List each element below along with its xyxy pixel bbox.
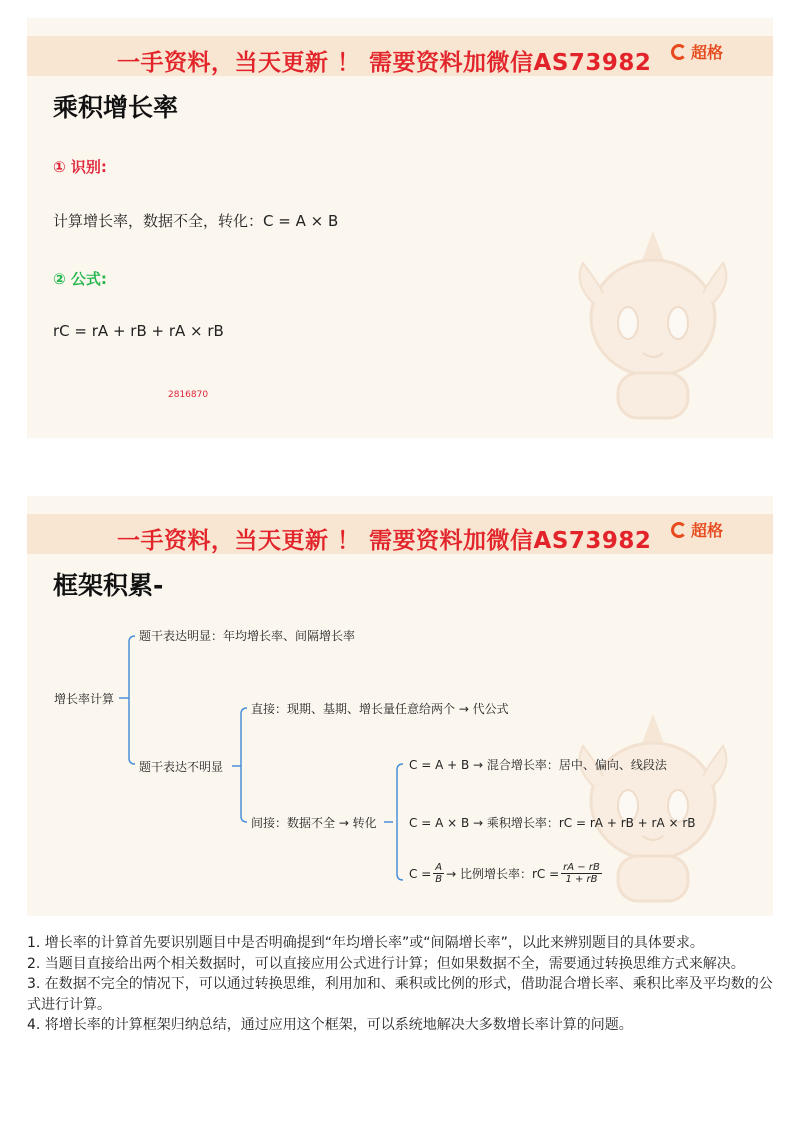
note-item-1: 1. 增长率的计算首先要识别题目中是否明确提到“年均增长率”或“间隔增长率”，以此来辨别题目的具体要求。	[27, 935, 704, 951]
banner-strip	[27, 36, 773, 76]
tree-indirect: 间接：数据不全 → 转化	[251, 816, 377, 830]
brand-logo	[671, 40, 723, 63]
summary-notes	[27, 933, 773, 1036]
fraction-den: B	[435, 874, 443, 885]
brand-name: 超格	[690, 43, 723, 62]
tree-leaf-mixed: C = A + B → 混合增长率：居中、偏向、线段法	[409, 758, 667, 772]
note-item-3: 3. 在数据不完全的情况下，可以通过转换思维，利用加和、乘积或比例的形式，借助混合增长率、乘积比率及平均数的公式进行计算。	[27, 976, 773, 1013]
banner-text: 一手资料，当天更新 ！ 需要资料加微信AS73982	[117, 528, 652, 554]
note-item-4: 4. 将增长率的计算框架归纳总结，通过应用这个框架，可以系统地解决大多数增长率计算的问题。	[27, 1017, 633, 1033]
tree-root: 增长率计算	[54, 692, 115, 706]
slide-title: 框架积累-	[53, 571, 164, 600]
tree-leaf-product: C = A × B → 乘积增长率：rC = rA + rB + rA × rB	[409, 816, 696, 830]
fraction-ratio-formula	[561, 862, 602, 885]
tree-direct: 直接：现期、基期、增长量任意给两个 → 代公式	[251, 702, 509, 716]
step2-formula: rC = rA + rB + rA × rB	[53, 322, 224, 340]
fraction2-num: rA − rB	[563, 862, 600, 873]
leaf3-mid: → 比例增长率：rC =	[446, 867, 560, 881]
fraction-a-over-b	[433, 862, 444, 885]
brand-name: 超格	[690, 521, 723, 540]
brand-g-icon	[671, 44, 687, 60]
mascot-watermark-icon	[573, 223, 733, 423]
note-item-2: 2. 当题目直接给出两个相关数据时，可以直接应用公式进行计算；但如果数据不全，需要通过转换思维方式来解决。	[27, 955, 745, 972]
step1-label: ① 识别:	[53, 158, 107, 176]
step2-label: ② 公式:	[53, 270, 107, 288]
fraction2-den: 1 + rB	[565, 874, 598, 885]
leaf3-prefix: C =	[409, 866, 432, 881]
step1-text: 计算增长率，数据不全，转化：C = A × B	[53, 212, 339, 230]
slide-title: 乘积增长率	[53, 93, 179, 122]
slide-product-growth-rate	[27, 18, 773, 438]
slide-framework	[27, 496, 773, 916]
fraction-num: A	[435, 862, 443, 873]
code-number: 2816870	[168, 390, 209, 400]
tree-branch-obvious: 题干表达明显：年均增长率、间隔增长率	[139, 629, 356, 643]
banner-text: 一手资料，当天更新 ！ 需要资料加微信AS73982	[117, 50, 652, 76]
tree-branch-not-obvious: 题干表达不明显	[139, 760, 224, 774]
tree-leaf-ratio	[409, 862, 604, 885]
